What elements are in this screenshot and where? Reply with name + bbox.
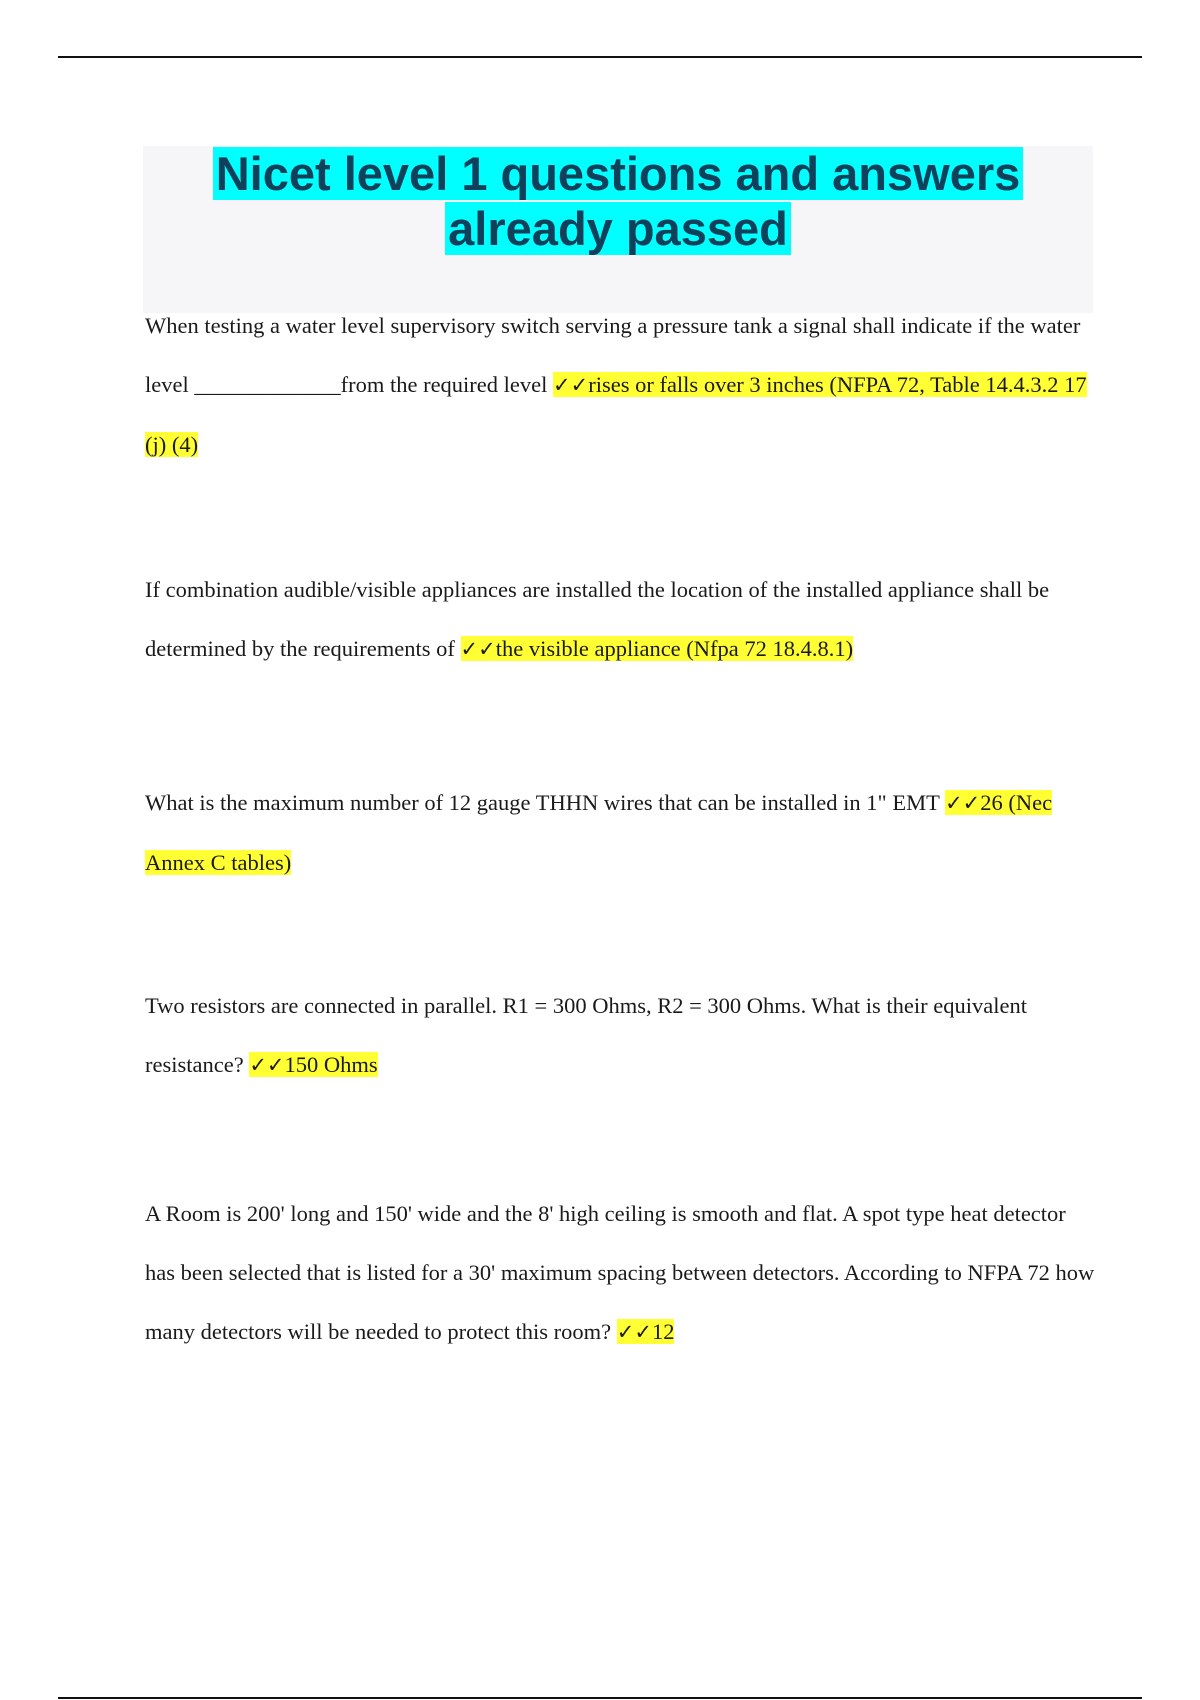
answer-text: 150 Ohms	[284, 1052, 378, 1077]
title-line-2: already passed	[445, 202, 791, 255]
check-mark-icon: ✓✓	[945, 791, 981, 815]
answer-text: rises or falls over 3 inches (NFPA 72, Table 14.4.3.2 17 (j) (4)	[145, 372, 1087, 457]
answer-highlight	[617, 1319, 675, 1344]
qa-item	[145, 1184, 1095, 1362]
answer-highlight	[461, 636, 854, 661]
answer-text: 26 (Nec Annex C tables)	[145, 790, 1053, 875]
footer-rule	[58, 1697, 1142, 1699]
qa-item	[145, 773, 1080, 892]
qa-item	[145, 560, 1095, 679]
title-banner	[143, 146, 1093, 313]
check-mark-icon: ✓✓	[460, 637, 496, 661]
answer-text: the visible appliance (Nfpa 72 18.4.8.1)	[495, 636, 854, 661]
question-text: If combination audible/visible appliances are installed the location of the installed appliance shall be determined by the requirements of	[145, 577, 1050, 661]
question-text: A Room is 200' long and 150' wide and the 8' high ceiling is smooth and flat. A spot type heat detector has been selected that is listed for a 30' maximum spacing between detectors. According to NFPA 72 how many detectors will be needed to protect this room?	[145, 1201, 1095, 1344]
title-line-1: Nicet level 1 questions and answers	[213, 147, 1024, 200]
header-rule	[58, 56, 1142, 58]
check-mark-icon: ✓✓	[553, 373, 589, 397]
document-title	[143, 146, 1093, 256]
question-text: When testing a water level supervisory switch serving a pressure tank a signal shall indicate if the water level _____________from the required level	[145, 313, 1081, 397]
answer-text: 12	[651, 1319, 675, 1344]
answer-highlight	[249, 1052, 377, 1077]
qa-item	[145, 976, 1045, 1095]
question-text: What is the maximum number of 12 gauge THHN wires that can be installed in 1" EMT	[145, 790, 946, 815]
qa-item	[145, 296, 1095, 474]
check-mark-icon: ✓✓	[249, 1053, 285, 1077]
question-text: Two resistors are connected in parallel. R1 = 300 Ohms, R2 = 300 Ohms. What is their equivalent resistance?	[145, 993, 1027, 1077]
check-mark-icon: ✓✓	[616, 1320, 652, 1344]
